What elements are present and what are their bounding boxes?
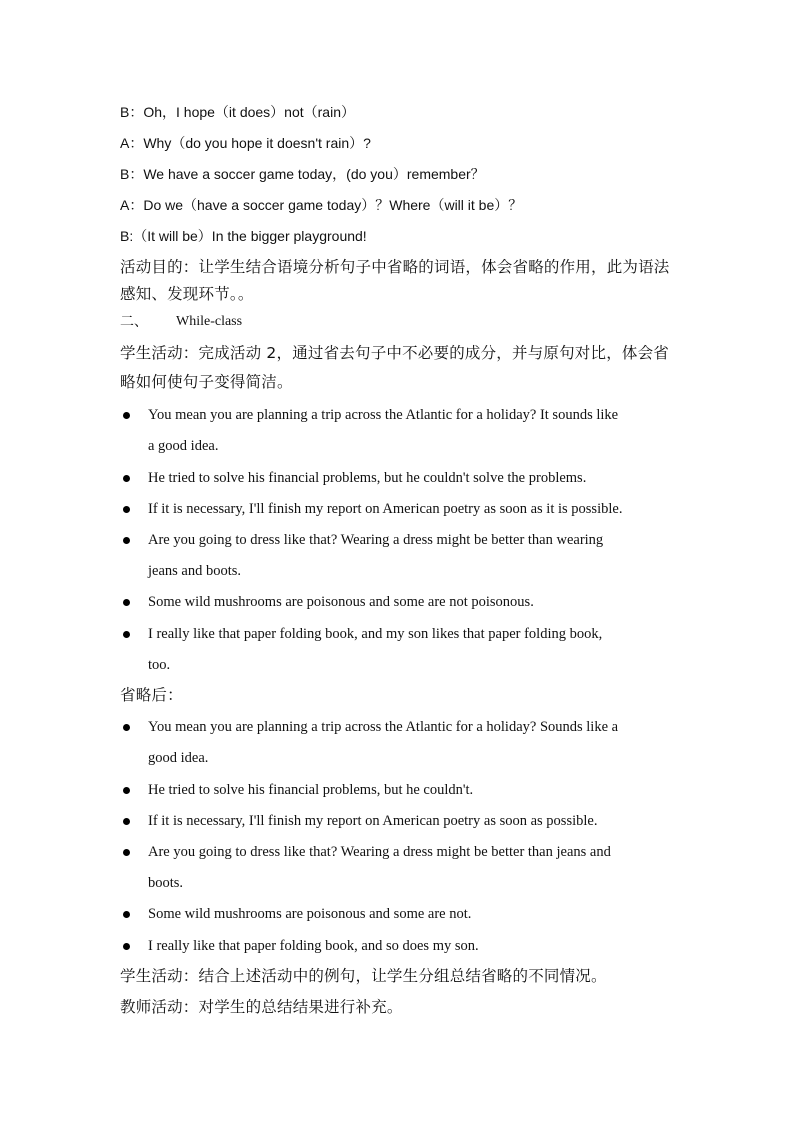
after-omission-label: 省略后： <box>120 686 183 704</box>
bullet-icon <box>123 506 130 513</box>
section-title: While-class <box>176 314 243 329</box>
bullet-icon <box>123 537 130 544</box>
original-sentence-5: Some wild mushrooms are poisonous and some are not poisonous. <box>148 594 534 610</box>
bullet-icon <box>123 849 130 856</box>
student-activity-summary: 学生活动：结合上述活动中的例句，让学生分组总结省略的不同情况。 <box>120 967 607 985</box>
bullet-icon <box>123 631 130 638</box>
original-sentence-2: He tried to solve his financial problems, but he couldn't solve the problems. <box>148 470 587 486</box>
original-sentence-4-line-1: Are you going to dress like that? Wearing a dress might be better than wearing <box>148 532 604 548</box>
dialogue-line-2: A：Why（do you hope it doesn't rain）? <box>120 135 371 151</box>
dialogue-line-3: B：We have a soccer game today，(do you）remember？ <box>120 166 485 182</box>
bullet-icon <box>123 724 130 731</box>
original-sentence-1-line-2: a good idea. <box>148 438 219 454</box>
bullet-icon <box>123 911 130 918</box>
bullet-icon <box>123 943 130 950</box>
student-activity-line-1: 学生活动：完成活动 2，通过省去句子中不必要的成分，并与原句对比，体会省 <box>120 344 669 362</box>
bullet-icon <box>123 412 130 419</box>
section-number: 二、 <box>120 314 148 330</box>
original-sentence-1-line-1: You mean you are planning a trip across the Atlantic for a holiday? It sounds like <box>148 407 619 423</box>
omitted-sentence-4-line-1: Are you going to dress like that? Wearing a dress might be better than jeans and <box>148 844 611 860</box>
bullet-icon <box>123 599 130 606</box>
section-heading <box>120 313 243 332</box>
omitted-sentence-1-line-2: good idea. <box>148 750 209 766</box>
original-sentence-4-line-2: jeans and boots. <box>148 563 242 579</box>
bullet-icon <box>123 475 130 482</box>
teacher-activity: 教师活动：对学生的总结结果进行补充。 <box>120 998 403 1016</box>
original-sentence-6-line-1: I really like that paper folding book, and my son likes that paper folding book, <box>148 626 603 642</box>
omitted-sentence-5: Some wild mushrooms are poisonous and some are not. <box>148 906 472 922</box>
omitted-sentence-6: I really like that paper folding book, and so does my son. <box>148 938 479 954</box>
activity-purpose-line-1: 活动目的：让学生结合语境分析句子中省略的词语，体会省略的作用，此为语法 <box>120 258 670 276</box>
bullet-icon <box>123 818 130 825</box>
original-sentence-3: If it is necessary, I'll finish my report on American poetry as soon as it is possible. <box>148 501 623 517</box>
omitted-sentence-4-line-2: boots. <box>148 875 184 891</box>
dialogue-line-5: B:（It will be）In the bigger playground! <box>120 228 367 244</box>
omitted-sentence-3: If it is necessary, I'll finish my report on American poetry as soon as possible. <box>148 813 598 829</box>
bullet-icon <box>123 787 130 794</box>
dialogue-line-4: A：Do we（have a soccer game today）？Where（will it be）？ <box>120 197 523 213</box>
activity-purpose-line-2: 感知、发现环节。。 <box>120 285 254 303</box>
student-activity-line-2: 略如何使句子变得简洁。 <box>120 373 293 391</box>
dialogue-line-1: B：Oh，I hope（it does）not（rain） <box>120 104 355 120</box>
omitted-sentence-1-line-1: You mean you are planning a trip across the Atlantic for a holiday? Sounds like a <box>148 719 619 735</box>
original-sentence-6-line-2: too. <box>148 657 171 673</box>
omitted-sentence-2: He tried to solve his financial problems, but he couldn't. <box>148 782 474 798</box>
